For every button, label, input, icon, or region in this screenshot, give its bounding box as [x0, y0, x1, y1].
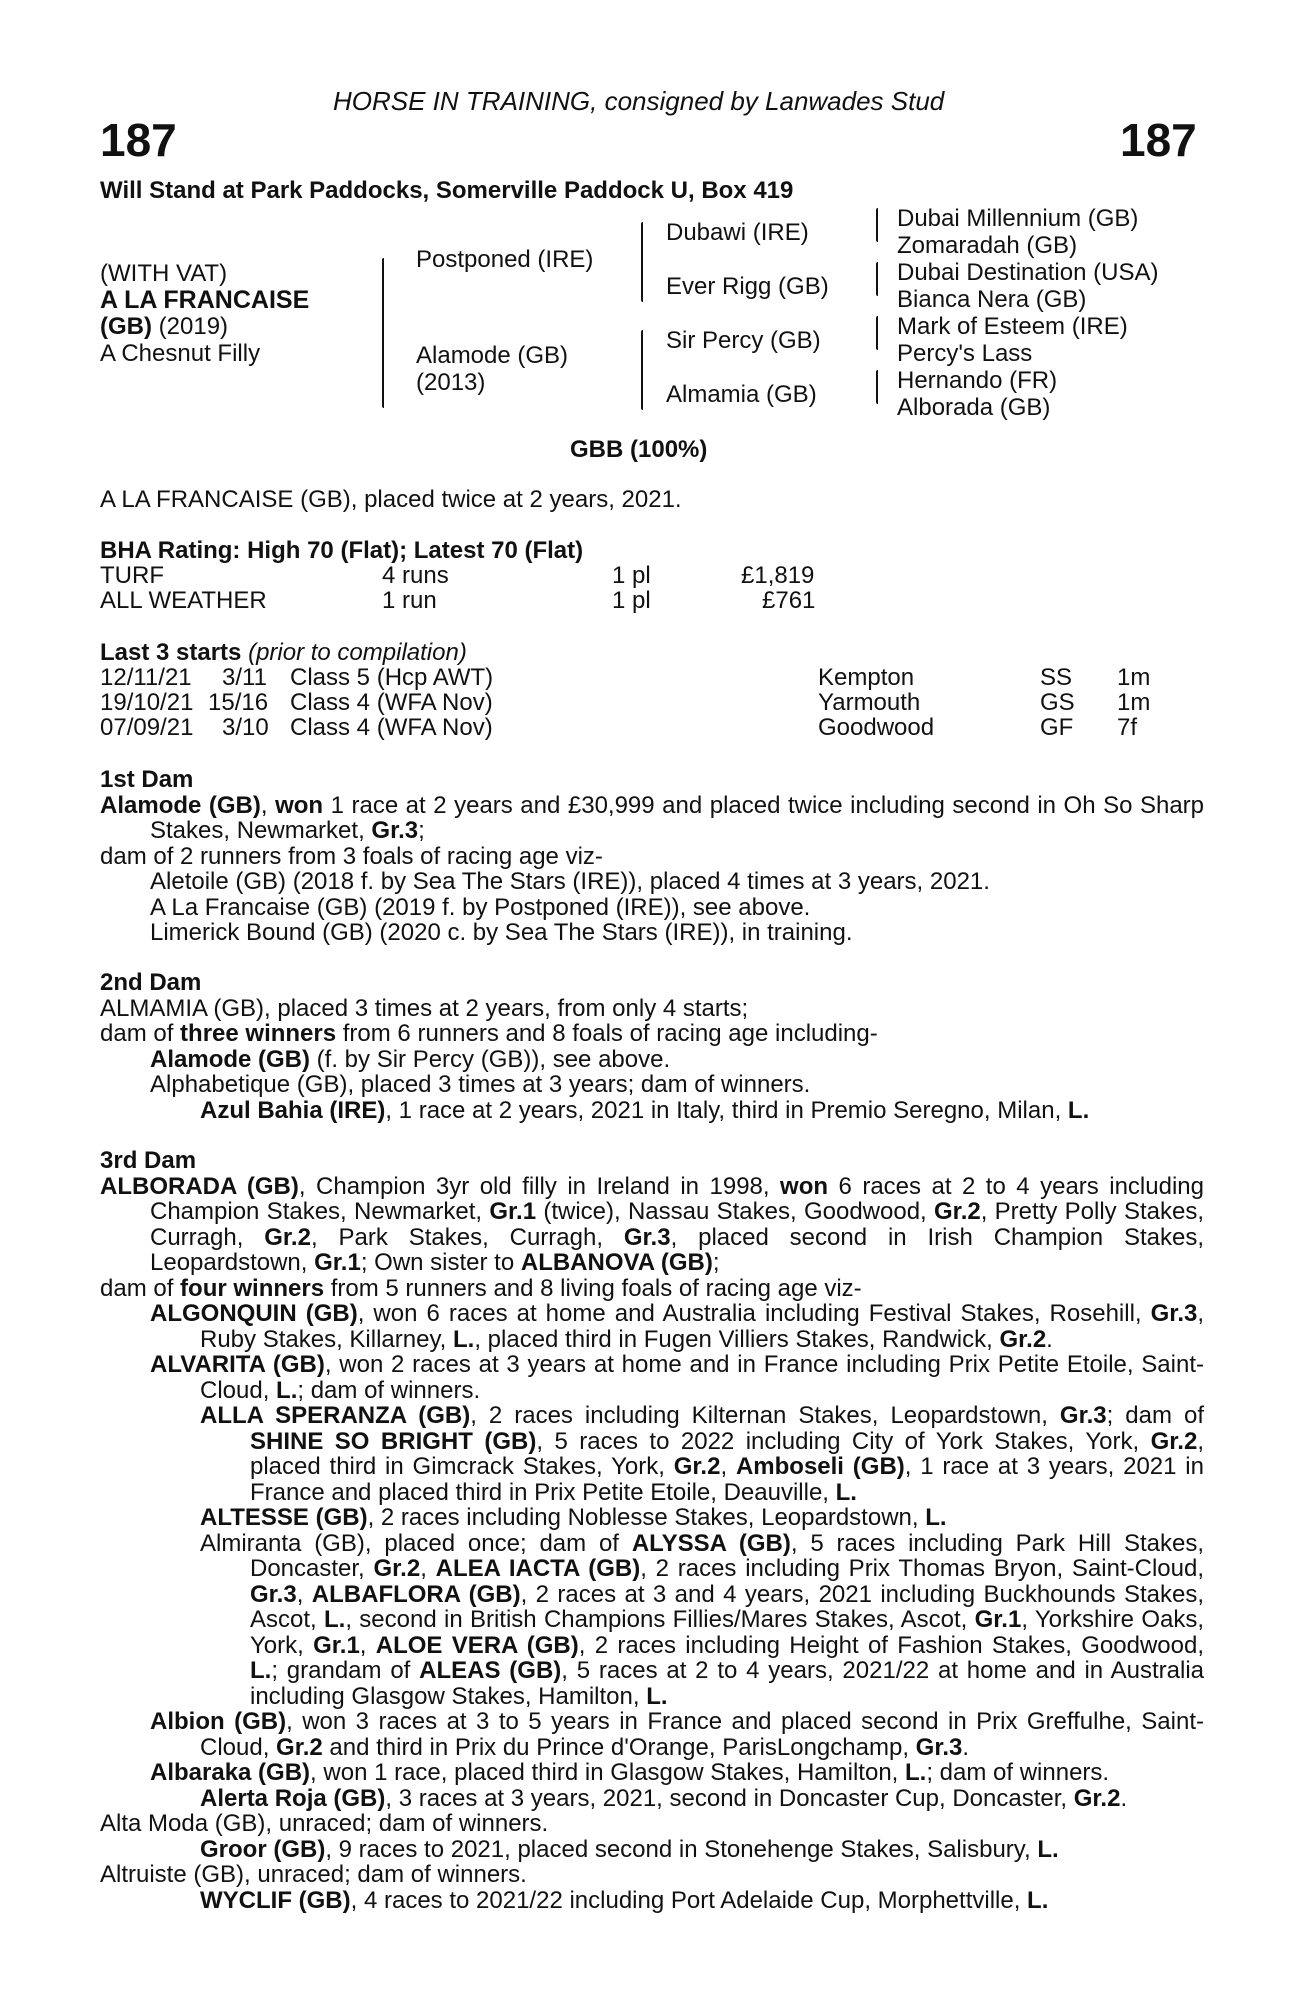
first-dam-heading: 1st Dam	[100, 766, 194, 793]
start-row-going: GF	[1040, 714, 1074, 741]
pedigree-g1: Dubai Millennium (GB)	[897, 205, 1139, 232]
text: , placed third in Gimcrack Stakes, York,	[250, 1427, 1204, 1480]
text: dam of	[100, 1274, 181, 1302]
produce-line: Limerick Bound (GB) (2020 c. by Sea The Stars (IRE)), in training.	[150, 919, 853, 946]
rating-aw-runs: 1 run	[382, 587, 437, 614]
grade-label: Gr.2	[999, 1325, 1047, 1353]
bha-rating-heading: BHA Rating: High 70 (Flat); Latest 70 (Flat)	[100, 537, 584, 564]
text: , Pretty Polly Stakes, Curragh,	[150, 1198, 1205, 1251]
grade-label: Gr.2	[934, 1198, 981, 1225]
rating-turf-pl: 1 pl	[612, 562, 651, 589]
start-row-course: Kempton	[818, 664, 915, 691]
pedigree-brace-dam	[641, 330, 643, 410]
text: (twice), Nassau Stakes, Goodwood,	[536, 1198, 935, 1225]
text: , 2 races including Height of Fashion Stakes, Goodwood,	[578, 1631, 1204, 1659]
lot-number-left: 187	[100, 114, 177, 166]
second-dam-heading: 2nd Dam	[100, 969, 202, 996]
produce-line: Altruiste (GB), unraced; dam of winners.	[100, 1861, 527, 1888]
horse-name: ALBORADA (GB)	[100, 1172, 299, 1200]
rating-aw-earn: £761	[762, 587, 816, 614]
text: , 2 races including Kilternan Stakes, Leopardstown,	[470, 1402, 1060, 1429]
horse-name: Amboseli (GB)	[735, 1453, 905, 1480]
start-row-dist: 7f	[1117, 714, 1138, 741]
text: , 5 races to 2022 including City of York Stakes, York,	[536, 1427, 1151, 1455]
start-row-dist: 1m	[1117, 689, 1151, 716]
pedigree-sire-dam: Ever Rigg (GB)	[666, 273, 829, 300]
produce-line	[100, 1531, 1204, 1710]
start-row-class: Class 4 (WFA Nov)	[290, 714, 493, 741]
lot-number-right: 187	[1120, 114, 1197, 166]
text: ,	[720, 1453, 736, 1480]
pedigree-brace-g1	[876, 208, 878, 242]
produce-line	[100, 1403, 1204, 1505]
first-dam-record	[100, 793, 1204, 844]
text: .	[962, 1733, 970, 1761]
rating-turf-runs: 4 runs	[382, 562, 449, 589]
pedigree-g8: Alborada (GB)	[897, 394, 1051, 421]
text: ,	[359, 1631, 376, 1659]
grade-label: L.	[925, 1504, 947, 1531]
grade-label: L.	[905, 1759, 927, 1786]
text: , won 2 races at 3 years at home and in France including Prix Petite Etoile, Saint-Cloud,	[200, 1351, 1204, 1404]
grade-label: Gr.2	[276, 1733, 323, 1761]
produce-line	[100, 1837, 1204, 1863]
horse-name: Albaraka (GB)	[150, 1759, 311, 1786]
grade-label: Gr.2	[373, 1555, 421, 1582]
horse-name: Groor (GB)	[200, 1835, 326, 1863]
text: ,	[420, 1555, 436, 1582]
produce-line: Alta Moda (GB), unraced; dam of winners.	[100, 1810, 549, 1837]
grade-label: L.	[835, 1478, 857, 1506]
third-dam-produce-summary	[100, 1276, 1204, 1302]
produce-line	[100, 1786, 1204, 1812]
second-dam-section	[100, 970, 1204, 1123]
pedigree-dam-year: (2013)	[416, 369, 486, 396]
text: 1 race at 2 years and £30,999 and placed twice including second in Oh So Sharp Stakes, Newmarket,	[150, 791, 1205, 844]
start-row-class: Class 4 (WFA Nov)	[290, 689, 493, 716]
grade-label: Gr.1	[974, 1606, 1022, 1633]
text: from 5 runners and 8 living foals of racing age viz-	[324, 1274, 862, 1302]
text: ; grandam of	[271, 1657, 420, 1684]
text: , won 3 races at 3 to 5 years in France and placed second in Prix Greffulhe, Saint-Cloud,	[200, 1708, 1204, 1761]
text: 6 races at 2 to 4 years including Champion Stakes, Newmarket,	[150, 1172, 1204, 1225]
horse-name: ALYSSA (GB)	[631, 1529, 791, 1557]
pedigree-g7: Hernando (FR)	[897, 367, 1058, 394]
text: , 5 races at 2 to 4 years, 2021/22 at home and in Australia including Glasgow Stakes, Hamilton,	[250, 1657, 1204, 1710]
won-label: won	[780, 1172, 829, 1200]
text: , Park Stakes, Curragh,	[310, 1223, 624, 1251]
text: , 1 race at 3 years, 2021 in France and placed third in Prix Petite Etoile, Deauville,	[250, 1453, 1204, 1506]
pedigree-brace-g4	[876, 370, 878, 404]
text: , 9 races to 2021, placed second in Stonehenge Stakes, Salisbury,	[325, 1835, 1038, 1863]
start-row-course: Goodwood	[818, 714, 935, 741]
winners-label: four winners	[180, 1274, 325, 1302]
start-row-pos: 3/10	[222, 714, 269, 741]
text: ;	[418, 817, 425, 844]
first-dam-section	[100, 767, 1204, 946]
produce-line: Aletoile (GB) (2018 f. by Sea The Stars (IRE)), placed 4 times at 3 years, 2021.	[150, 868, 990, 895]
horse-name: Alerta Roja (GB)	[200, 1784, 386, 1812]
last-starts-heading	[100, 640, 467, 666]
grade-label: Gr.2	[673, 1453, 721, 1480]
pedigree-g3: Dubai Destination (USA)	[897, 259, 1159, 286]
produce-line	[100, 1760, 1204, 1786]
first-dam-produce-summary: dam of 2 runners from 3 foals of racing age viz-	[100, 842, 603, 870]
text: ,	[296, 1580, 312, 1608]
start-row-date: 07/09/21	[100, 714, 194, 741]
text: , placed third in Fugen Villiers Stakes, Randwick,	[474, 1325, 1000, 1353]
produce-line	[100, 1047, 1204, 1073]
text: ; Own sister to	[360, 1249, 521, 1276]
horse-country-year	[100, 314, 228, 340]
horse-name: ALLA SPERANZA (GB)	[200, 1402, 471, 1429]
last-starts-note: (prior to compilation)	[248, 639, 467, 666]
grade-label: L.	[276, 1376, 298, 1404]
text: Almiranta (GB), placed once; dam of	[200, 1529, 632, 1557]
horse-description: A Chesnut Filly	[100, 340, 261, 367]
grade-label: L.	[646, 1682, 668, 1710]
pedigree-sire: Postponed (IRE)	[416, 246, 594, 273]
produce-line	[100, 1505, 1204, 1531]
text: , won 6 races at home and Australia including Festival Stakes, Rosehill,	[357, 1300, 1151, 1327]
grade-label: L.	[324, 1606, 346, 1633]
grade-label: Gr.2	[264, 1223, 311, 1251]
text: , 5 races including Park Hill Stakes, Doncaster,	[250, 1529, 1205, 1582]
produce-line: A La Francaise (GB) (2019 f. by Postponed (IRE)), see above.	[150, 893, 811, 921]
text: , Champion 3yr old filly in Ireland in 1998,	[298, 1172, 781, 1200]
produce-line	[100, 1098, 1204, 1124]
start-row-pos: 3/11	[222, 664, 267, 691]
horse-name: ALEAS (GB)	[419, 1657, 562, 1684]
start-row-date: 19/10/21	[100, 689, 194, 716]
last-starts-title: Last 3 starts	[100, 639, 242, 666]
horse-name: Alamode (GB)	[100, 791, 261, 819]
grade-label: Gr.3	[1059, 1402, 1107, 1429]
rating-aw-surface: ALL WEATHER	[100, 587, 267, 614]
third-dam-record	[100, 1174, 1204, 1276]
rating-aw-pl: 1 pl	[612, 587, 651, 614]
pedigree-brace-sire	[641, 222, 643, 302]
pedigree-sire-sire: Dubawi (IRE)	[666, 219, 809, 246]
horse-name: ALBANOVA (GB)	[520, 1249, 713, 1276]
grade-label: Gr.2	[1150, 1427, 1198, 1455]
text: , 3 races at 3 years, 2021, second in Doncaster Cup, Doncaster,	[385, 1784, 1074, 1812]
pedigree-g6: Percy's Lass	[897, 340, 1033, 367]
text: , 2 races including Noblesse Stakes, Leopardstown,	[367, 1504, 926, 1531]
text: , 2 races including Prix Thomas Bryon, Saint-Cloud,	[640, 1555, 1204, 1582]
grade-label: L.	[1067, 1096, 1090, 1124]
rating-turf-earn: £1,819	[741, 562, 815, 589]
text: (f. by Sir Percy (GB)), see above.	[310, 1045, 671, 1073]
produce-line	[100, 1301, 1204, 1352]
start-row-going: SS	[1040, 664, 1073, 691]
horse-name: ALBAFLORA (GB)	[311, 1580, 521, 1608]
text: ; dam of	[1106, 1402, 1204, 1429]
pedigree-g5: Mark of Esteem (IRE)	[897, 313, 1128, 340]
horse-name: Albion (GB)	[150, 1708, 287, 1735]
horse-name: A LA FRANCAISE	[100, 286, 310, 314]
grade-label: Gr.1	[314, 1249, 361, 1276]
pedigree-brace-g2	[876, 262, 878, 296]
grade-label: Gr.1	[489, 1198, 537, 1225]
gbb-rating: GBB (100%)	[570, 436, 708, 463]
grade-label: Gr.3	[623, 1223, 671, 1251]
start-row-pos: 15/16	[208, 689, 269, 716]
start-row-class: Class 5 (Hcp AWT)	[290, 664, 494, 691]
second-dam-record: ALMAMIA (GB), placed 3 times at 2 years, from only 4 starts;	[100, 994, 749, 1022]
produce-line	[100, 1352, 1204, 1403]
vat-note: (WITH VAT)	[100, 260, 228, 287]
horse-year: (2019)	[158, 313, 229, 340]
third-dam-section	[100, 1148, 1204, 1913]
text: , 1 race at 2 years, 2021 in Italy, third in Premio Seregno, Milan,	[385, 1096, 1068, 1124]
horse-name: WYCLIF (GB)	[200, 1886, 351, 1914]
horse-name: ALOE VERA (GB)	[375, 1631, 579, 1659]
third-dam-heading: 3rd Dam	[100, 1147, 197, 1174]
horse-name: SHINE SO BRIGHT (GB)	[250, 1427, 537, 1455]
text: .	[1046, 1325, 1053, 1353]
grade-label: Gr.3	[371, 817, 419, 844]
horse-name: ALEA IACTA (GB)	[435, 1555, 641, 1582]
horse-name: Alamode (GB)	[150, 1045, 311, 1073]
horse-name: Azul Bahia (IRE)	[200, 1096, 386, 1124]
page-header: HORSE IN TRAINING, consigned by Lanwades Stud	[333, 86, 945, 116]
text: ;	[712, 1249, 720, 1276]
horse-name: ALVARITA (GB)	[150, 1351, 325, 1378]
pedigree-dam-sire: Sir Percy (GB)	[666, 327, 821, 354]
text: , second in British Champions Fillies/Mares Stakes, Ascot,	[345, 1606, 975, 1633]
text: , Yorkshire Oaks, York,	[250, 1606, 1205, 1659]
grade-label: Gr.1	[313, 1631, 360, 1659]
start-row-going: GS	[1040, 689, 1075, 716]
winners-label: three winners	[180, 1020, 337, 1047]
horse-country: (GB)	[100, 313, 152, 340]
text: dam of	[100, 1020, 181, 1047]
pedigree-g4: Bianca Nera (GB)	[897, 286, 1087, 313]
text: , 2 races at 3 and 4 years, 2021 including Buckhounds Stakes, Ascot,	[250, 1580, 1205, 1633]
grade-label: L.	[250, 1657, 272, 1684]
grade-label: Gr.3	[915, 1733, 963, 1761]
pedigree-brace-g3	[876, 316, 878, 350]
grade-label: L.	[1037, 1835, 1059, 1863]
produce-line	[100, 1888, 1204, 1914]
text: from 6 runners and 8 foals of racing age including-	[336, 1020, 878, 1047]
text: , 4 races to 2021/22 including Port Adelaide Cup, Morphettville,	[350, 1886, 1028, 1914]
rating-turf-surface: TURF	[100, 562, 164, 589]
race-summary: A LA FRANCAISE (GB), placed twice at 2 years, 2021.	[100, 486, 682, 513]
start-row-course: Yarmouth	[818, 689, 921, 716]
text: and third in Prix du Prince d'Orange, ParisLongchamp,	[322, 1733, 916, 1761]
won-label: won	[275, 791, 324, 819]
text: ; dam of winners.	[297, 1376, 481, 1404]
horse-name: ALGONQUIN (GB)	[150, 1300, 358, 1327]
grade-label: Gr.2	[1073, 1784, 1121, 1812]
text: , Ruby Stakes, Killarney,	[200, 1300, 1205, 1353]
pedigree-dam: Alamode (GB)	[416, 342, 569, 369]
horse-name: ALTESSE (GB)	[200, 1504, 368, 1531]
text: , won 1 race, placed third in Glasgow Stakes, Hamilton,	[310, 1759, 905, 1786]
grade-label: L.	[453, 1325, 475, 1353]
produce-line	[100, 1709, 1204, 1760]
text: , placed second in Irish Champion Stakes, Leopardstown,	[150, 1223, 1204, 1276]
grade-label: L.	[1027, 1886, 1049, 1914]
stand-location: Will Stand at Park Paddocks, Somerville Paddock U, Box 419	[100, 177, 794, 204]
text: .	[1120, 1784, 1128, 1812]
produce-line: Alphabetique (GB), placed 3 times at 3 years; dam of winners.	[150, 1071, 811, 1098]
grade-label: Gr.3	[250, 1580, 297, 1608]
pedigree-g2: Zomaradah (GB)	[897, 232, 1078, 259]
text: ; dam of winners.	[926, 1759, 1110, 1786]
text: ,	[260, 791, 276, 819]
grade-label: Gr.3	[1150, 1300, 1198, 1327]
pedigree-brace-main	[382, 258, 384, 408]
pedigree-dam-dam: Almamia (GB)	[666, 381, 817, 408]
second-dam-produce-summary	[100, 1021, 1204, 1047]
start-row-date: 12/11/21	[100, 664, 192, 691]
start-row-dist: 1m	[1117, 664, 1151, 691]
